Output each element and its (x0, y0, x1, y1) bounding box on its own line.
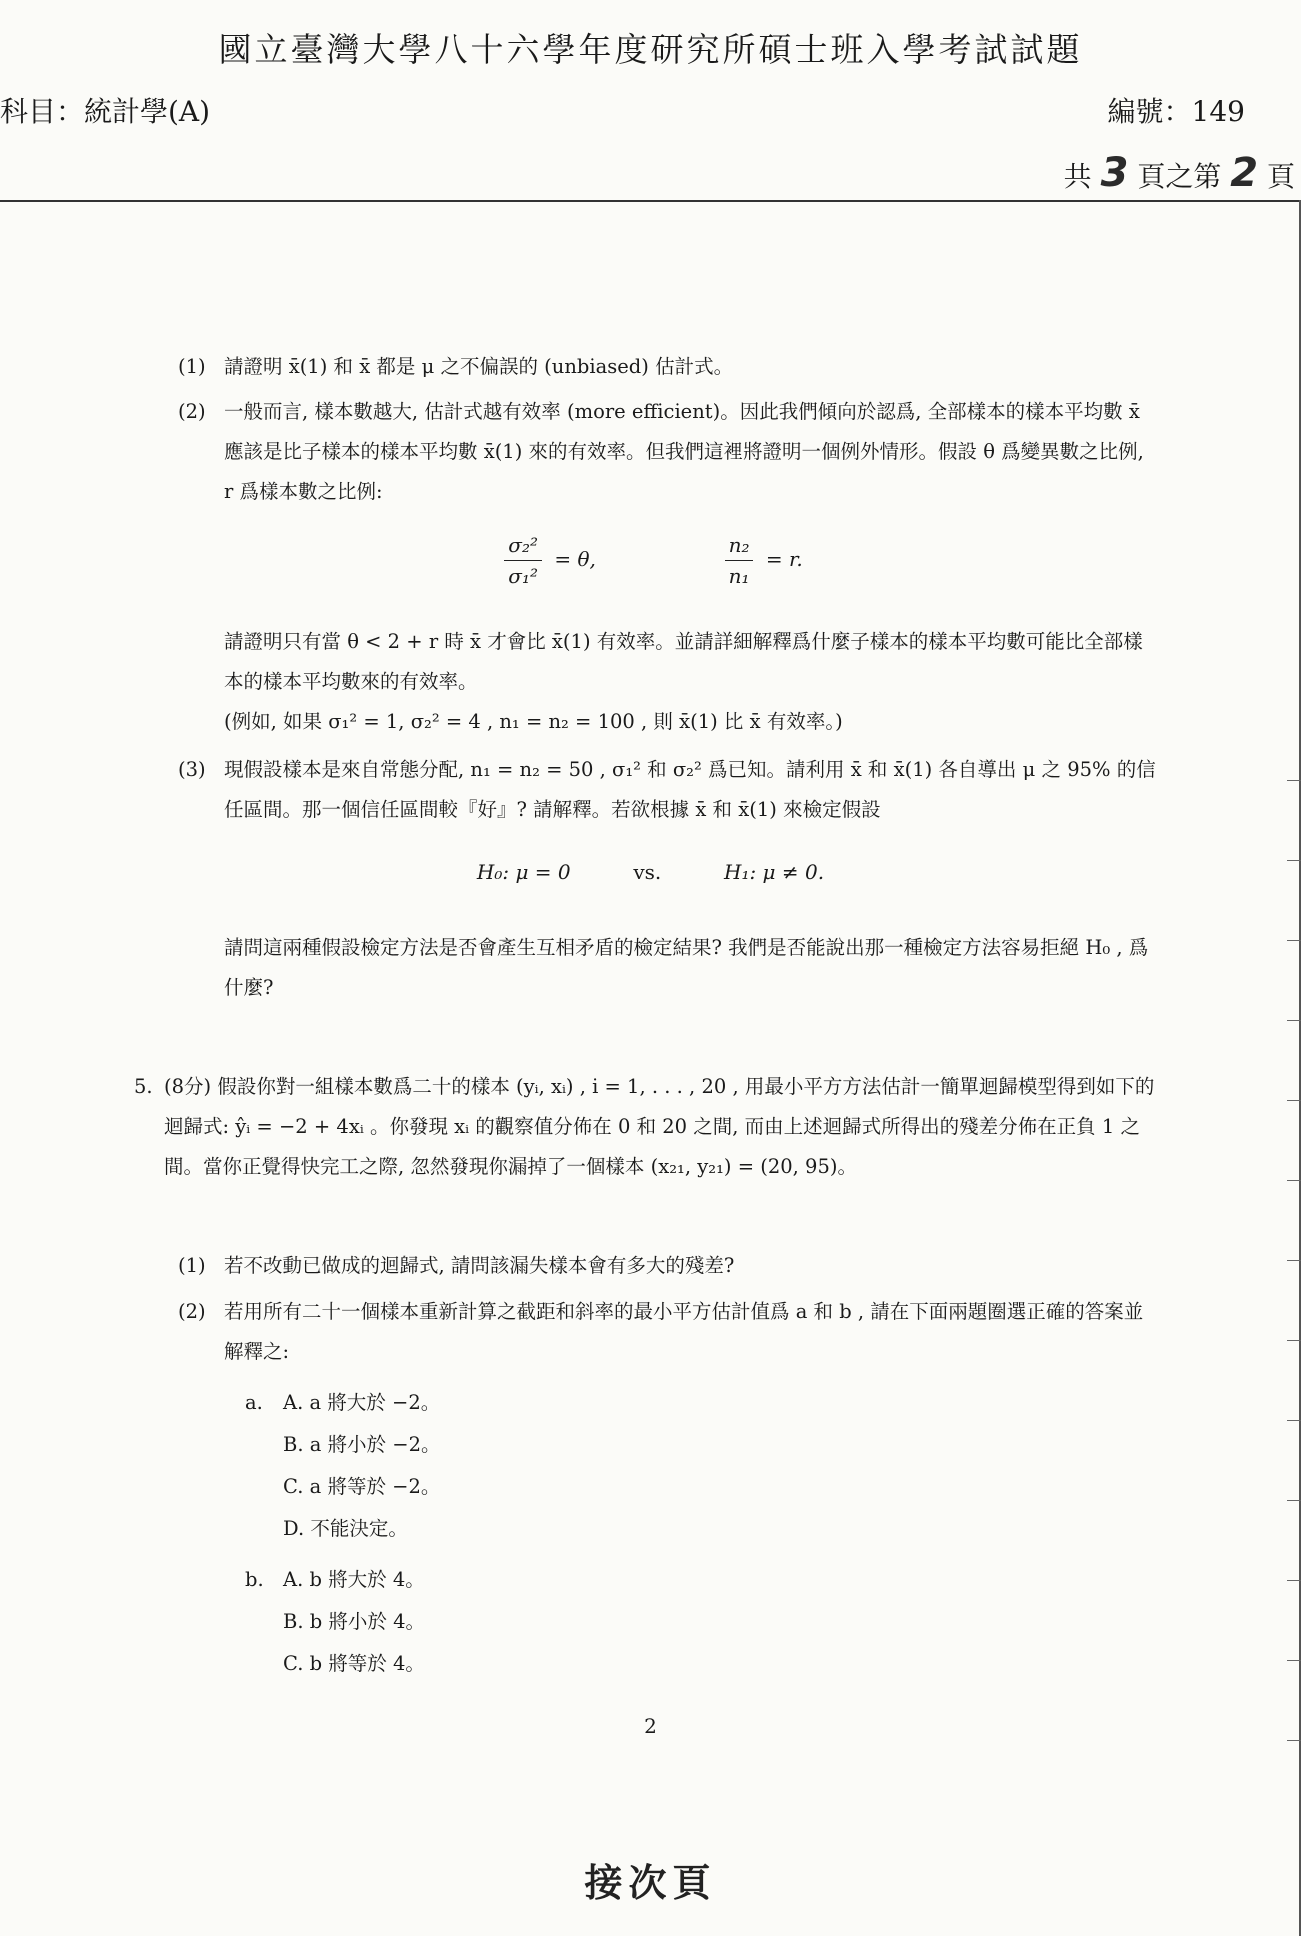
exam-code: 編號：149 (1107, 95, 1245, 128)
item-text: 現假設樣本是來自常態分配, n₁ = n₂ = 50 , σ₁² 和 σ₂² 爲已知。請利用 x̄ 和 x̄(1) 各自導出 μ 之 95% 的信任區間。那一個信任區間較『好』? 請解釋。若欲根據 x̄ 和 x̄(1) 來檢定假設 (224, 758, 1156, 821)
item-text: 請證明 x̄(1) 和 x̄ 都是 μ 之不偏誤的 (unbiased) 估計式。 (224, 355, 734, 378)
subject-label: 科目：統計學(A) (0, 95, 211, 128)
edge-tick (1287, 1660, 1301, 1661)
question-item-3 (178, 750, 1158, 830)
item-number: (2) (178, 1300, 206, 1323)
equation-rhs: = θ, (554, 547, 596, 571)
item-number: (2) (178, 400, 206, 423)
edge-tick (1287, 780, 1301, 781)
choice-option: D. 不能決定。 (283, 1517, 408, 1540)
item-number: (3) (178, 758, 206, 781)
edge-tick (1287, 1180, 1301, 1181)
question-5 (134, 1067, 1159, 1187)
question-item-3-continued (178, 928, 1158, 1008)
edge-tick (1287, 1420, 1301, 1421)
item-text: 請證明只有當 θ < 2 + r 時 x̄ 才會比 x̄(1) 有效率。並請詳細解釋爲什麼子樣本的樣本平均數可能比全部樣本的樣本平均數來的有效率。 (224, 630, 1143, 693)
edge-tick (1287, 1260, 1301, 1261)
page-number: 2 (644, 1714, 657, 1738)
item-number: (1) (178, 355, 206, 378)
edge-tick (1287, 1740, 1301, 1741)
item-text: 若用所有二十一個樣本重新計算之截距和斜率的最小平方估計值爲 a 和 b , 請在下面兩題圈選正確的答案並解釋之: (224, 1300, 1144, 1363)
item-number: (1) (178, 1254, 206, 1277)
hypothesis-display (0, 860, 1301, 884)
item-text: 若不改動已做成的迴歸式, 請問該漏失樣本會有多大的殘差? (224, 1254, 735, 1277)
fraction-denominator: n₁ (728, 564, 750, 588)
question-number: 5. (134, 1075, 153, 1098)
null-hypothesis: H₀: μ = 0 (476, 860, 571, 884)
pages-suffix: 頁 (1266, 160, 1295, 193)
pages-mid: 頁之第 (1137, 160, 1222, 193)
fraction-numerator: σ₂² (504, 530, 542, 561)
header-rule (0, 200, 1301, 202)
pages-current: 2 (1230, 150, 1259, 196)
edge-tick (1287, 1020, 1301, 1021)
choice-option: A. a 將大於 −2。 (283, 1391, 441, 1414)
question-text: (8分) 假設你對一組樣本數爲二十的樣本 (yᵢ, xᵢ) , i = 1, . . . , 20 , 用最小平方方法估計一簡單迴歸模型得到如下的迴歸式: ŷᵢ = −2 + 4xᵢ 。你發現 xᵢ 的觀察值分佈在 0 和 20 之間, 而由上述迴歸式所得出的殘差分佈在正負 1 之間。當你正覺得快完工之際, 忽然發現你漏掉了一個樣本 (x₂₁, y₂₁) = (20, 95)。 (164, 1075, 1155, 1178)
edge-tick (1287, 940, 1301, 941)
item-text: 請問這兩種假設檢定方法是否會產生互相矛盾的檢定結果? 我們是否能說出那一種檢定方法容易拒絕 H₀ , 爲什麼? (224, 936, 1149, 999)
edge-tick (1287, 1500, 1301, 1501)
choice-option: C. a 將等於 −2。 (283, 1475, 441, 1498)
alternative-hypothesis: H₁: μ ≠ 0. (724, 860, 825, 884)
question-item-2-example (178, 702, 1158, 742)
question-item-2-continued (178, 622, 1158, 702)
page-indicator (1064, 150, 1295, 196)
exam-title: 國立臺灣大學八十六學年度研究所碩士班入學考試試題 (218, 30, 1083, 69)
item-text: 一般而言, 樣本數越大, 估計式越有效率 (more efficient)。因此我們傾向於認爲, 全部樣本的樣本平均數 x̄ 應該是比子樣本的樣本平均數 x̄(1) 來的有效率。但我們這裡將證明一個例外情形。假設 θ 爲變異數之比例, r 爲樣本數之比例: (224, 400, 1144, 503)
question-item-1 (178, 347, 1158, 387)
pages-prefix: 共 (1063, 160, 1092, 193)
pages-total: 3 (1100, 150, 1129, 196)
choice-option: B. b 將小於 4。 (283, 1610, 426, 1633)
choice-option: B. a 將小於 −2。 (283, 1433, 441, 1456)
option-group-label: b. (245, 1568, 264, 1591)
choice-option: C. b 將等於 4。 (283, 1652, 425, 1675)
edge-tick (1287, 1580, 1301, 1581)
choice-option: A. b 將大於 4。 (283, 1568, 425, 1591)
versus-label: vs. (633, 860, 662, 884)
fraction-numerator: n₂ (725, 530, 754, 561)
next-page-note: 接次頁 (584, 1860, 717, 1905)
edge-tick (1287, 1340, 1301, 1341)
edge-tick (1287, 1100, 1301, 1101)
question-5-sub-1 (178, 1246, 1158, 1286)
fraction-denominator: σ₁² (508, 564, 538, 588)
sample-ratio-fraction (725, 530, 754, 591)
question-5-sub-2 (178, 1292, 1158, 1372)
option-group-label: a. (245, 1391, 263, 1414)
ratio-equations (0, 530, 1301, 591)
example-text: (例如, 如果 σ₁² = 1, σ₂² = 4 , n₁ = n₂ = 100 , 則 x̄(1) 比 x̄ 有效率。) (224, 710, 843, 733)
equation-rhs: = r. (765, 547, 803, 571)
variance-ratio-fraction (504, 530, 542, 591)
question-item-2 (178, 392, 1158, 512)
